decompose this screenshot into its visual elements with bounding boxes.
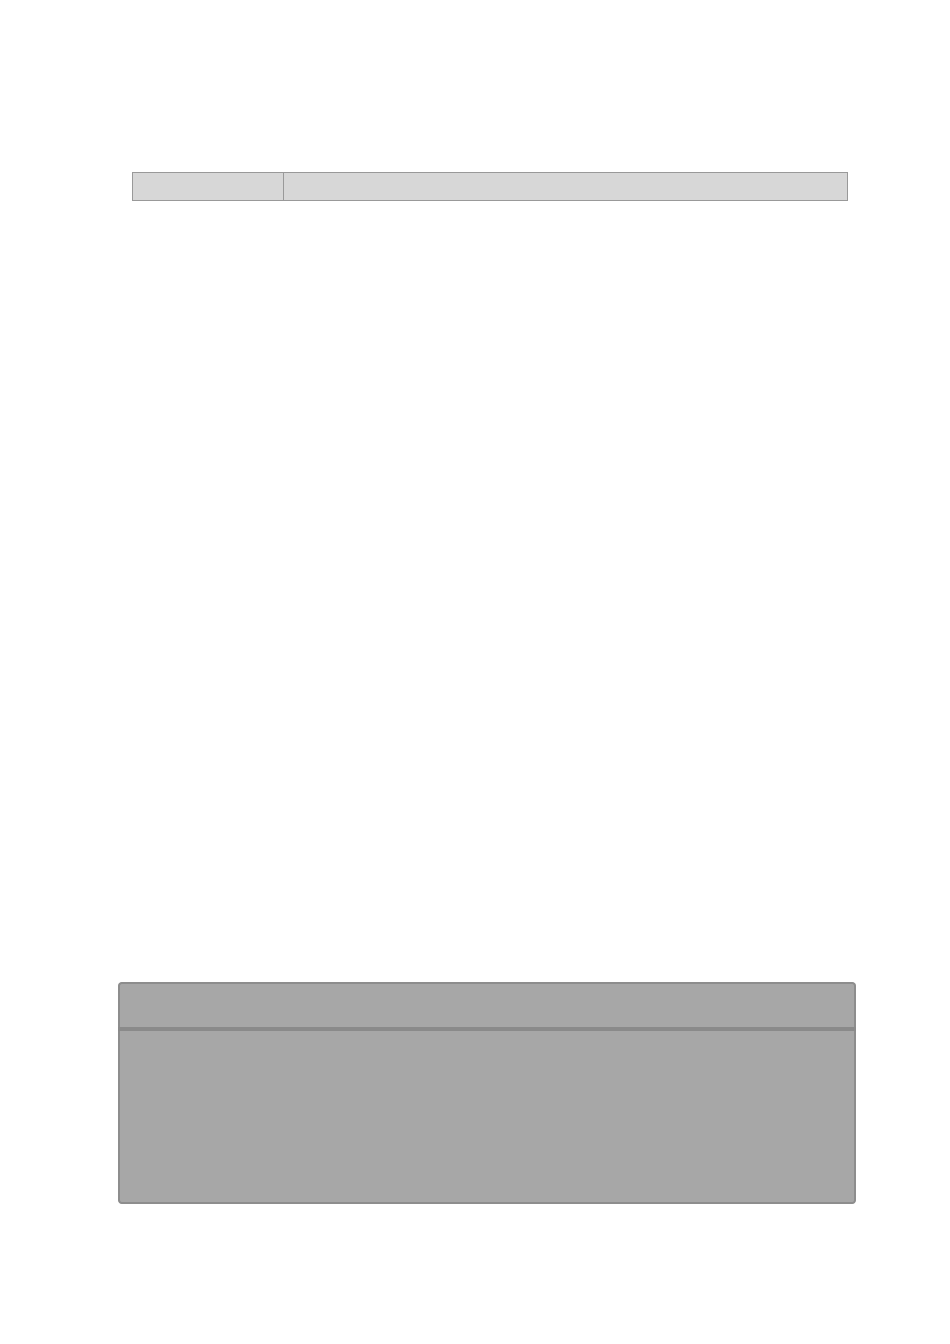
pointer-shapes-table xyxy=(132,172,848,201)
header-pointer-shape xyxy=(133,173,284,201)
keyboard-image xyxy=(118,982,856,1204)
keyboard-top-strip xyxy=(118,1027,856,1031)
header-meaning xyxy=(284,173,848,201)
table-header-row xyxy=(133,173,848,201)
